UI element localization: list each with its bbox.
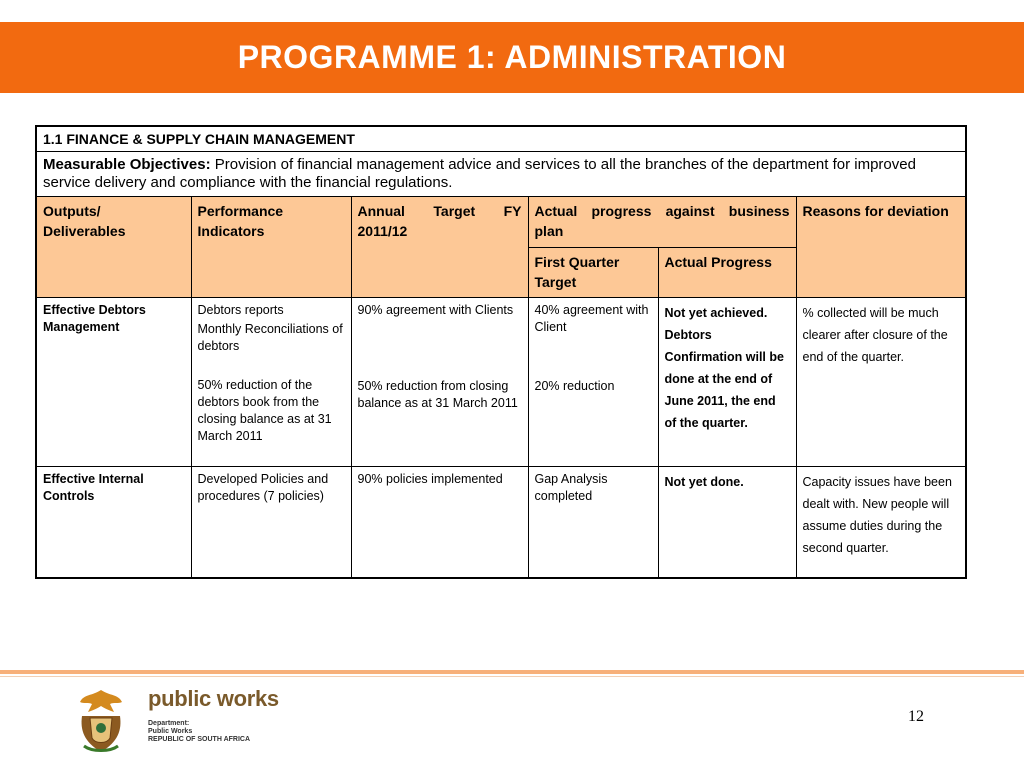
quarter-cell <box>528 298 658 467</box>
header-first-quarter: First Quarter Target <box>528 247 658 298</box>
quarter-line: 20% reduction <box>534 379 615 393</box>
target-cell <box>351 298 528 467</box>
objective-text: Provision of financial management advice and services to all the branches of the department for improved service delivery and compliance with the financial regulations. <box>43 156 916 191</box>
header-actual-progress-group: Actual progress against business plan <box>528 197 796 248</box>
target-line: 90% agreement with Clients <box>357 303 514 317</box>
reason-cell: Capacity issues have been dealt with. New people will assume duties during the second quarter. <box>796 467 966 579</box>
table-row <box>36 467 966 579</box>
output-cell: Effective Internal Controls <box>36 467 191 579</box>
slide-title: PROGRAMME 1: ADMINISTRATION <box>237 39 787 75</box>
reason-cell: % collected will be much clearer after closure of the end of the quarter. <box>796 298 966 467</box>
header-actual-progress: Actual Progress <box>658 247 796 298</box>
quarter-line: 40% agreement with Client <box>534 303 649 334</box>
output-cell: Effective Debtors Management <box>36 298 191 467</box>
target-cell: 90% policies implemented <box>351 467 528 579</box>
column-header-row <box>36 197 966 248</box>
footer-divider-thin <box>0 676 1024 677</box>
page-number: 12 <box>908 708 924 725</box>
quarter-cell: Gap Analysis completed <box>528 467 658 579</box>
logo-name: public works <box>148 686 279 711</box>
logo-line: REPUBLIC OF SOUTH AFRICA <box>148 736 251 743</box>
logo-line: Department: <box>148 720 190 727</box>
indicator-cell: Developed Policies and procedures (7 policies) <box>191 467 351 579</box>
section-title: 1.1 FINANCE & SUPPLY CHAIN MANAGEMENT <box>36 126 966 152</box>
section-title-row <box>36 126 966 152</box>
coat-of-arms-icon <box>74 686 128 756</box>
footer-divider <box>0 670 1024 674</box>
title-banner <box>0 22 1024 93</box>
header-reasons: Reasons for deviation <box>796 197 966 298</box>
objective-row <box>36 152 966 197</box>
programme-table <box>35 125 967 579</box>
logo-line: Public Works <box>148 728 193 735</box>
objective-label: Measurable Objectives: <box>43 156 211 173</box>
objective-cell <box>36 152 966 197</box>
indicator-line: Monthly Reconciliations of debtors <box>197 322 343 353</box>
header-outputs: Outputs/ Deliverables <box>36 197 191 298</box>
header-annual-target: Annual Target FY 2011/12 <box>351 197 528 298</box>
progress-cell: Not yet done. <box>658 467 796 579</box>
public-works-logo <box>148 686 279 744</box>
indicator-line: Debtors reports <box>197 303 284 317</box>
header-indicators: Performance Indicators <box>191 197 351 298</box>
target-line: 50% reduction from closing balance as at 31 March 2011 <box>357 379 518 410</box>
progress-cell: Not yet achieved. Debtors Confirmation will be done at the end of June 2011, the end of the quarter. <box>658 298 796 467</box>
table-row <box>36 298 966 467</box>
indicator-cell <box>191 298 351 467</box>
indicator-line: 50% reduction of the debtors book from the closing balance as at 31 March 2011 <box>197 378 332 443</box>
